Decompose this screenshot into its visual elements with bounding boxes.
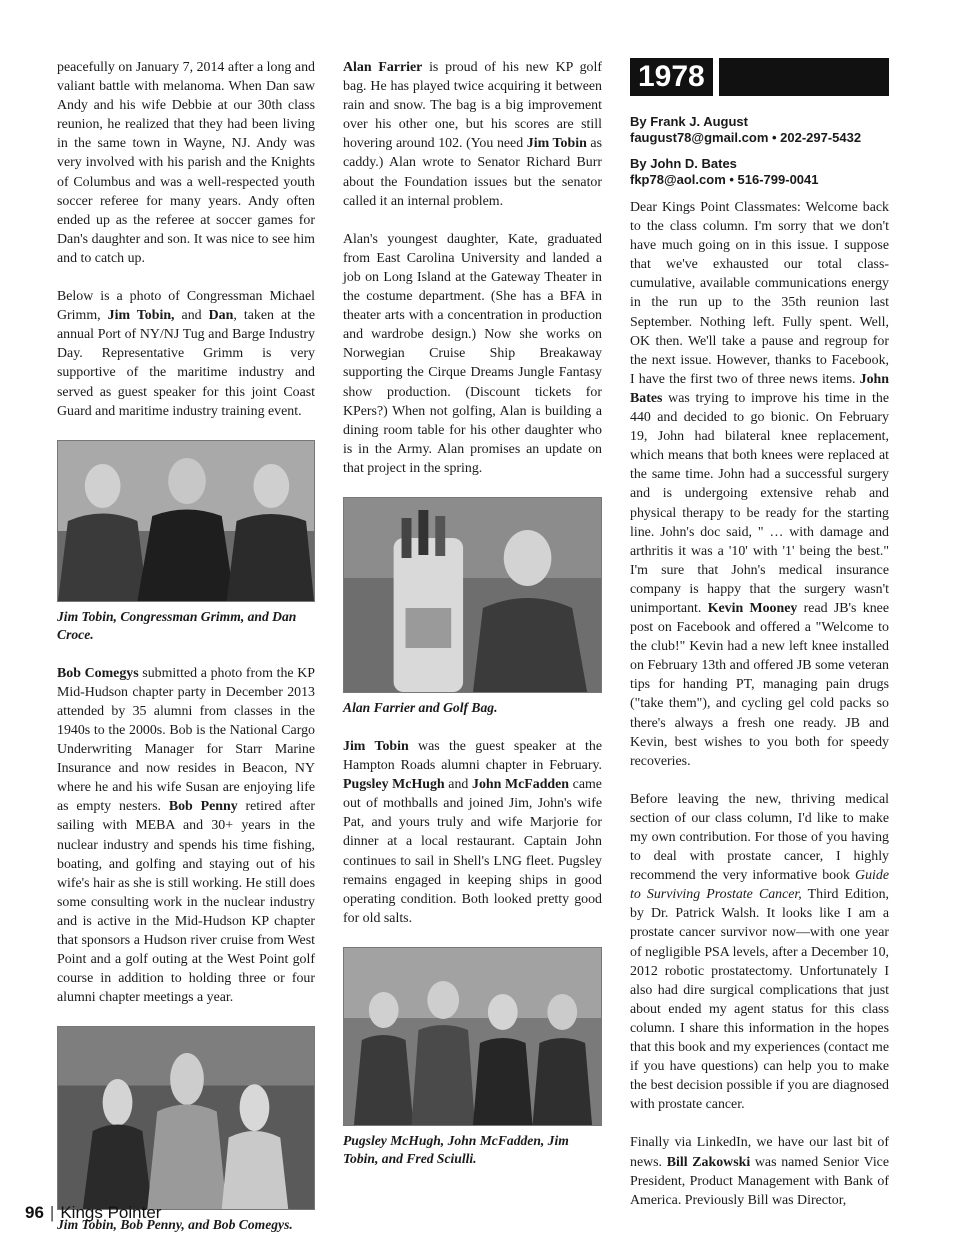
paragraph (57, 58, 315, 268)
paragraph (57, 664, 315, 1008)
name-bold: Alan Farrier (343, 60, 423, 75)
book-title: Guide to Surviving Prostate Cancer, (630, 868, 889, 903)
photo-farrier-golf-bag (343, 497, 602, 693)
text: Third Edition, by Dr. Patrick Walsh. It looks like I am a prostate cancer survivor now—with one year of negligible PSA levels, after a December 10, 2012 robotic prostatectomy. Unfortunately I also had dire surgical complications that just about ended my agent status for this class column. I share this information in the hopes that this book and my experiences (contact me if you have questions) can help you to make the best decision possible if you are diagnosed with prostate cancer. (630, 887, 889, 1113)
photo-tobin-penny-comegys (57, 1026, 315, 1210)
text: Finally via LinkedIn, we have our last bit of news. (630, 1135, 889, 1170)
author-contact: fkp78@aol.com • 516-799-0041 (630, 172, 819, 187)
name-bold: John McFadden (472, 777, 570, 793)
page-footer (25, 1203, 161, 1223)
paragraph (343, 58, 602, 211)
text: Before leaving the new, thriving medical section of our class column, I'd like to make my own contribution. For those of you having to deal with prostate cancer, I highly recommend the very informative book (630, 791, 889, 884)
photo-mchugh-mcfadden-tobin-sciulli (343, 947, 602, 1126)
photo-tobin-grimm-croce (57, 440, 315, 602)
text: retired after sailing with MEBA and 30+ years in the nuclear industry and spends his time fishing, boating, and golfing and staying out of his wife's hair as she is still working. He still does some consulting work in the nuclear industry and is active in the Mid-Hudson KP chapter that sponsors a Hudson river cruise from West Point and a golf outing at the West Point golf course in addition to holding three or four alumni chapter meetings a year. (57, 799, 315, 1006)
name-bold: Pugsley McHugh (343, 777, 445, 793)
photo-caption: Jim Tobin, Congressman Grimm, and Dan Croce. (57, 608, 297, 642)
paragraph (630, 198, 889, 771)
name-bold: Jim Tobin, (107, 308, 175, 324)
column-left (57, 58, 315, 1254)
name-bold: Bill Zakowski (666, 1154, 751, 1170)
text: Below is a photo of Congressman Michael Grimm, (57, 289, 315, 324)
publication-name: Kings Pointer (60, 1203, 162, 1222)
text: Alan's youngest daughter, Kate, graduated from East Carolina University and landed a job on Long Island at the Gateway Theater in the costume department. (She has a BFA in theater arts with a concentration in production and wardrobe design.) Now she works on Norwegian Cruise Ship Breakaway supporting the Cirque Dreams Jungle Fantasy show production. (Discount tickets for KPers?) When not golfing, Alan is building a dining room table for his other daughter who is in the Army. Alan promises an update on that project in the spring. (343, 231, 602, 476)
text: read JB's knee post on Facebook and offered a "Welcome to the club!" Kevin had a new left knee installed on February 13th and offered JB some veteran tips for handing PT, managing pain drugs ("take them"), and cycling gel cold packs so there's always a fresh one ready. JB and Kevin, best wishes to you both for speedy recoveries. (630, 600, 889, 769)
paragraph (630, 790, 889, 1115)
class-year: 1978 (630, 58, 713, 96)
author-block-2 (630, 156, 889, 188)
text: was trying to improve his time in the 440 and decided to go bionic. On February 19, John had bilateral knee replacement, which means that both knees were replaced at the same time. John had a successful surgery and is undergoing extensive rehab and physical therapy to be ready for the starting line. John's doc said, " … with damage and arthritis it was a '10' with '1' being the best." I'm sure that John's medical insurance company is happy that the surgery wasn't unimportant. (630, 390, 889, 616)
column-right (630, 58, 889, 1229)
photo-caption: Pugsley McHugh, John McFadden, Jim Tobin, and Fred Sciulli. (343, 1132, 569, 1166)
class-year-header (630, 58, 889, 96)
name-bold: Jim Tobin (526, 136, 587, 152)
text: as caddy.) Alan wrote to Senator Richard Burr about the Foundation issues but the senator called it an internal problem. (343, 136, 602, 209)
text: peacefully on January 7, 2014 after a long and valiant battle with melanoma. When Dan saw Andy and his wife Debbie at our 30th class reunion, he realized that they had been living in the same town in Wayne, NJ. Andy was very involved with his parish and the Knights of Columbus and was a well-respected youth soccer referee for many years. Andy often ended up as the referee at soccer games for Dan's daughter and son. It was nice to see him and to catch up. (57, 60, 315, 266)
paragraph (630, 1133, 889, 1209)
page-number: 96 (25, 1203, 44, 1222)
author-name: By Frank J. August (630, 114, 748, 129)
name-bold: Bob Comegys (57, 665, 139, 681)
name-bold: Kevin Mooney (707, 600, 798, 616)
text: was the guest speaker at the Hampton Roads alumni chapter in February. (343, 738, 602, 774)
header-bar (719, 58, 889, 96)
text: and (174, 308, 209, 324)
author-contact: faugust78@gmail.com • 202-297-5432 (630, 130, 862, 145)
paragraph (343, 737, 602, 928)
name-bold: Jim Tobin (343, 738, 409, 754)
text: , taken at the annual Port of NY/NJ Tug and Barge Industry Day. Representative Grimm is very supportive of the maritime industry and served as guest speaker for this joint Coast Guard and maritime industry training event. (57, 308, 315, 419)
text: came out of mothballs and joined Jim, John's wife Pat, and yours truly and wife Marjorie for dinner at a local restaurant. Captain John continues to sail in Shell's LNG fleet. Pugsley remains engaged in keeping ships in good operating condition. Both looked pretty good for old salts. (343, 777, 602, 926)
paragraph (57, 287, 315, 421)
text: was named Senior Vice President, Product Management with Bank of America. Previously Bill was Director, (630, 1154, 890, 1208)
name-bold: John Bates (630, 371, 889, 406)
author-block-1 (630, 114, 889, 146)
paragraph (343, 230, 602, 478)
author-name: By John D. Bates (630, 156, 737, 171)
text: Dear Kings Point Classmates: Welcome back to the class column. I'm sorry that we don't have much going on in this issue. I suppose that we've exhausted our total class-cumulative, available communications energy in the run up to the 35th reunion last September. Nothing left. Fully spent. Well, OK then. We'll take a pause and regroup for the next issue. However, thanks to Facebook, I have the first two of three news items. (630, 200, 889, 387)
text: is proud of his new KP golf bag. He has played twice acquiring it between rain and snow. The bag is a big improvement over his other one, but his scores are still hovering around 102. (You need (343, 60, 602, 152)
footer-separator: | (49, 1203, 55, 1222)
name-bold: Dan (208, 308, 234, 324)
photo-caption: Alan Farrier and Golf Bag. (343, 699, 498, 715)
name-bold: Bob Penny (168, 799, 238, 815)
text: and (444, 777, 472, 793)
photo-caption: Jim Tobin, Bob Penny, and Bob Comegys. (57, 1217, 293, 1233)
column-middle (343, 58, 602, 1188)
text: submitted a photo from the KP Mid-Hudson chapter party in December 2013 attended by 35 alumni from classes in the 1940s to the 2000s. Bob is the National Cargo Underwriting Manager for Starr Marine Insurance and now resides in Beacon, NY where he and his wife Susan are enjoying life as empty nesters. (57, 665, 315, 815)
